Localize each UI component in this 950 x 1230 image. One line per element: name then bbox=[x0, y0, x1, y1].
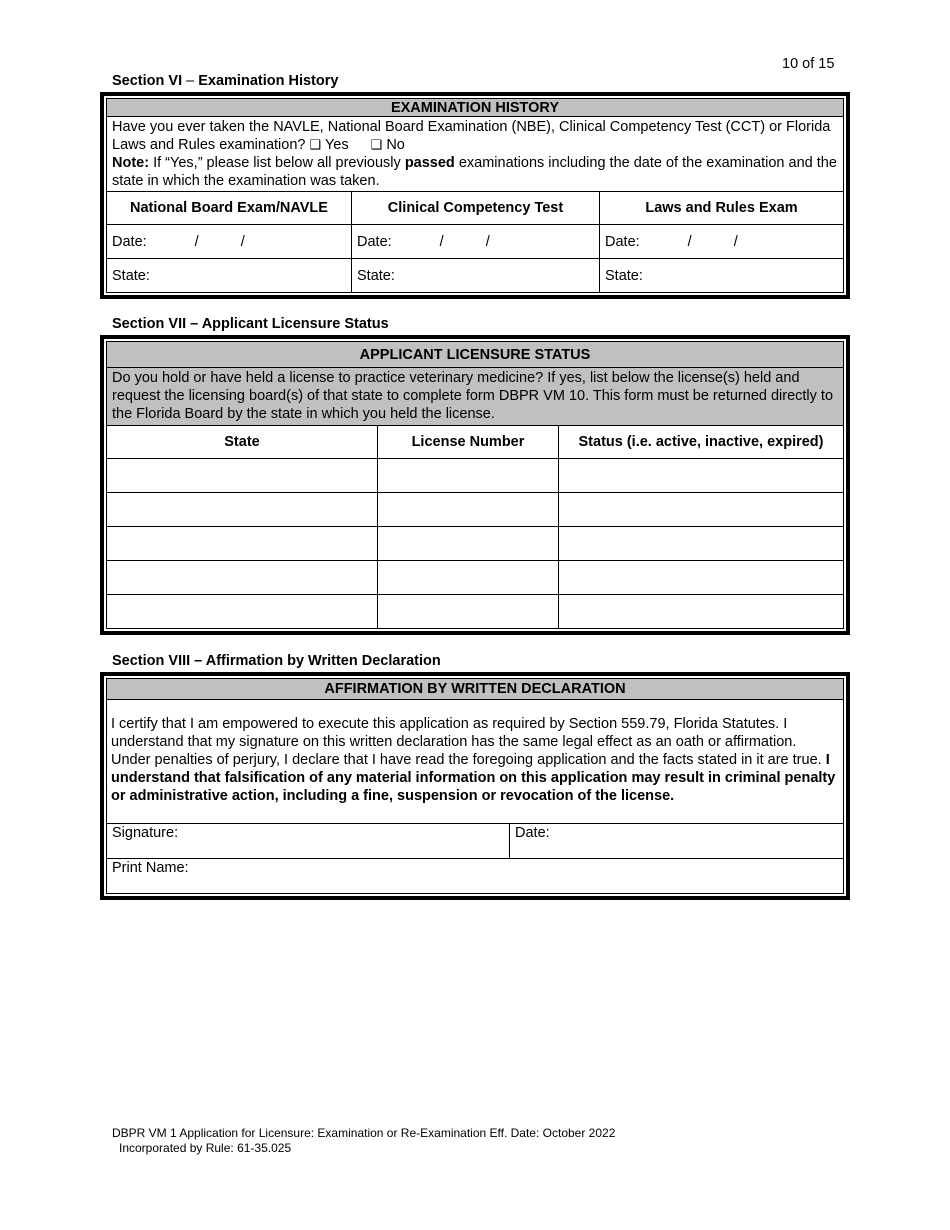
status-cell[interactable] bbox=[559, 493, 844, 527]
column-license-number: License Number bbox=[378, 426, 559, 459]
examination-history-box bbox=[100, 92, 850, 299]
licensure-status-header: APPLICANT LICENSURE STATUS bbox=[107, 342, 844, 368]
column-national-board: National Board Exam/NAVLE bbox=[107, 192, 352, 225]
state-cell[interactable] bbox=[107, 493, 378, 527]
examination-question: Have you ever taken the NAVLE, National Board Examination (NBE), Clinical Competency Test (CCT) or Florida Laws and Rules examination? ❑ Yes ❑ No Note: If “Yes,” please list below all previously passed examinations including the date of the examination and the state in which the examination was taken. bbox=[107, 117, 844, 192]
page-number: 10 of 15 bbox=[782, 56, 835, 72]
print-name-field[interactable]: Print Name: bbox=[107, 859, 844, 894]
status-cell[interactable] bbox=[559, 595, 844, 629]
column-laws-rules: Laws and Rules Exam bbox=[600, 192, 844, 225]
signature-field[interactable]: Signature: bbox=[107, 824, 510, 859]
table-row bbox=[107, 493, 844, 527]
state-cell[interactable] bbox=[107, 561, 378, 595]
section-8-title: Section VIII – Affirmation by Written Declaration bbox=[112, 653, 441, 669]
affirmation-statement: I certify that I am empowered to execute this application as required by Section 559.79, Florida Statutes. I understand that my signature on this written declaration has the same legal effect as an oath or affirmation. Under penalties of perjury, I declare that I have read the foregoing application and the facts stated in it are true. I understand that falsification of any material information on this application may result in criminal penalty or administrative action, including a fine, suspension or revocation of the license. bbox=[107, 700, 844, 824]
column-state: State bbox=[107, 426, 378, 459]
state-cell[interactable] bbox=[107, 527, 378, 561]
footer bbox=[112, 1126, 615, 1156]
table-row bbox=[107, 595, 844, 629]
licensure-instructions: Do you hold or have held a license to practice veterinary medicine? If yes, list below the license(s) held and request the licensing board(s) of that state to complete form DBPR VM 10. This form must be returned directly to the Florida Board by the state in which you held the license. bbox=[107, 368, 844, 426]
table-row bbox=[107, 561, 844, 595]
section-7-title: Section VII – Applicant Licensure Status bbox=[112, 316, 389, 332]
license-number-cell[interactable] bbox=[378, 527, 559, 561]
no-label: No bbox=[386, 137, 405, 153]
status-cell[interactable] bbox=[559, 561, 844, 595]
state-cell[interactable] bbox=[107, 459, 378, 493]
yes-checkbox-icon[interactable]: ❑ bbox=[309, 137, 322, 152]
license-number-cell[interactable] bbox=[378, 459, 559, 493]
laws-date-field[interactable]: Date: / / bbox=[600, 225, 844, 259]
section-6-title: Section VI – Examination History bbox=[112, 73, 339, 89]
table-row bbox=[107, 527, 844, 561]
yes-label: Yes bbox=[324, 137, 349, 153]
license-number-cell[interactable] bbox=[378, 595, 559, 629]
status-cell[interactable] bbox=[559, 459, 844, 493]
footer-line-1: DBPR VM 1 Application for Licensure: Examination or Re-Examination Eff. Date: October 2022 bbox=[112, 1126, 616, 1140]
state-cell[interactable] bbox=[107, 595, 378, 629]
table-row bbox=[107, 459, 844, 493]
column-status: Status (i.e. active, inactive, expired) bbox=[559, 426, 844, 459]
licensure-status-box bbox=[100, 335, 850, 635]
column-clinical-competency: Clinical Competency Test bbox=[352, 192, 600, 225]
footer-line-2: Incorporated by Rule: 61-35.025 bbox=[119, 1141, 292, 1155]
passed-emphasis: passed bbox=[404, 155, 455, 171]
affirmation-header: AFFIRMATION BY WRITTEN DECLARATION bbox=[107, 679, 844, 700]
status-cell[interactable] bbox=[559, 527, 844, 561]
license-number-cell[interactable] bbox=[378, 493, 559, 527]
cct-state-field[interactable]: State: bbox=[352, 259, 600, 293]
no-checkbox-icon[interactable]: ❑ bbox=[370, 137, 383, 152]
license-number-cell[interactable] bbox=[378, 561, 559, 595]
nbe-state-field[interactable]: State: bbox=[107, 259, 352, 293]
examination-history-header: EXAMINATION HISTORY bbox=[107, 99, 844, 117]
laws-state-field[interactable]: State: bbox=[600, 259, 844, 293]
note-label: Note: bbox=[112, 155, 150, 171]
affirmation-box bbox=[100, 672, 850, 900]
affirmation-date-field[interactable]: Date: bbox=[510, 824, 844, 859]
cct-date-field[interactable]: Date: / / bbox=[352, 225, 600, 259]
nbe-date-field[interactable]: Date: / / bbox=[107, 225, 352, 259]
